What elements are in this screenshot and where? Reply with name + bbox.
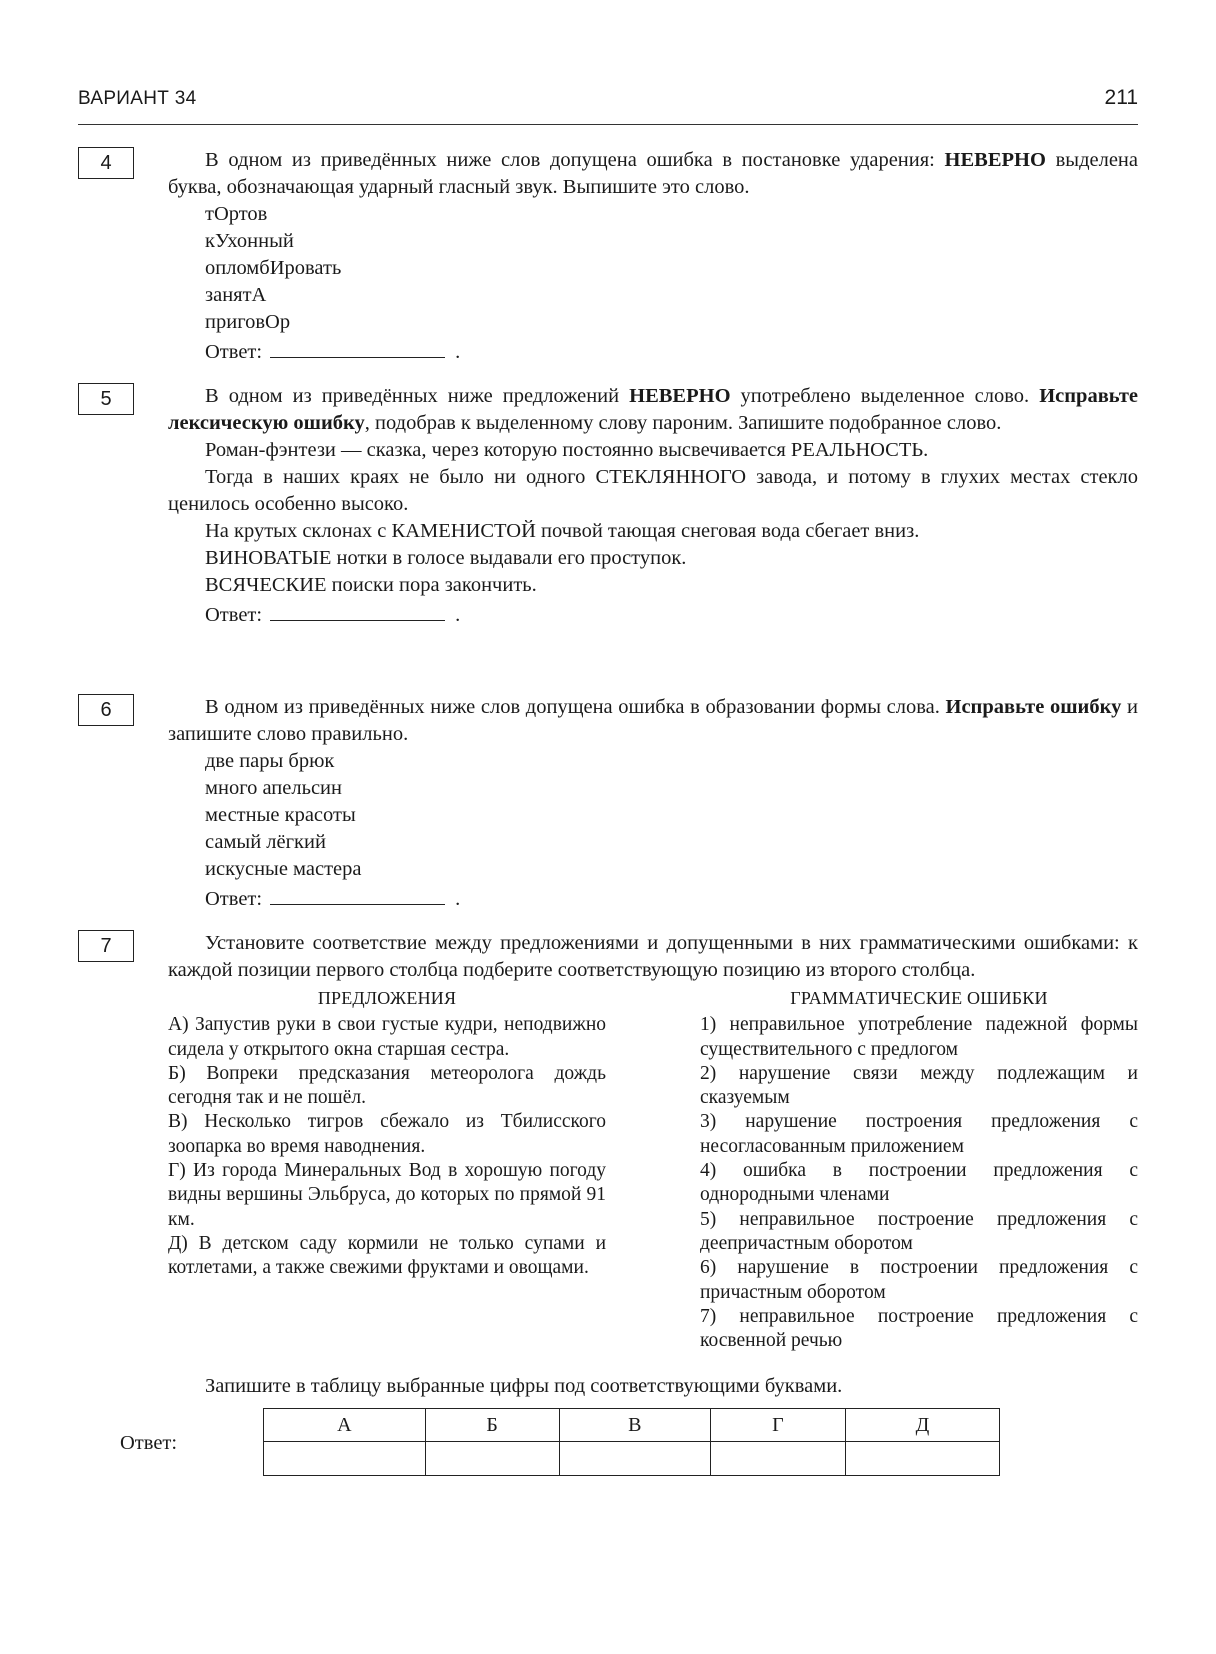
answer-line: Ответ: . (205, 888, 461, 910)
word-option: две пары брюк (205, 750, 335, 772)
word-option: приговОр (205, 311, 291, 333)
task-instruction: В одном из приведённых ниже предложений НЕВЕРНО употреблено выделенное слово. Исправьте лексическую ошибку, подобрав к выделенному слову пароним. Запишите подобранное слово. (168, 385, 1139, 434)
answer-blank[interactable] (270, 604, 445, 621)
answer-blank[interactable] (270, 888, 445, 905)
answer-cell[interactable] (559, 1442, 710, 1476)
task-number-box: 6 (78, 694, 134, 726)
word-option: занятА (205, 284, 267, 306)
table-header-letter: В (559, 1409, 710, 1442)
matching-columns (168, 986, 1138, 1353)
word-option: кУхонный (205, 230, 294, 252)
task-4 (78, 147, 1138, 366)
task-number-box: 7 (78, 930, 134, 962)
task-instruction: Установите соответствие между предложениями и допущенными в них грамматическими ошибками: к каждой позиции первого столбца подберите соответствующую позицию из второго столбца. (168, 932, 1138, 981)
page-number: 211 (1104, 86, 1138, 109)
sentence-item: Б) Вопреки предсказания метеоролога дождь сегодня так и не пошёл. (168, 1062, 606, 1109)
word-option: местные красоты (205, 804, 356, 826)
sentence-option: ВСЯЧЕСКИЕ поиски пора закончить. (205, 574, 537, 596)
answer-cell[interactable] (264, 1442, 426, 1476)
answer-blank[interactable] (270, 341, 445, 358)
word-option: опломбИровать (205, 257, 342, 279)
sentence-option: На крутых склонах с КАМЕНИСТОЙ почвой тающая снеговая вода сбегает вниз. (205, 520, 920, 542)
error-item: 6) нарушение в построении предложения с причастным оборотом (700, 1257, 1138, 1303)
error-item: 5) неправильное построение предложения с деепричастным оборотом (700, 1208, 1138, 1254)
sentence-option: Тогда в наших краях не было ни одного СТЕКЛЯННОГО завода, и потому в глухих местах стекло ценилось особенно высоко. (168, 466, 1138, 515)
answer-table (263, 1408, 1000, 1476)
table-instruction: Запишите в таблицу выбранные цифры под соответствующими буквами. (205, 1375, 843, 1398)
task-7 (78, 930, 1138, 1472)
error-item: 3) нарушение построения предложения с несогласованным приложением (700, 1111, 1138, 1157)
sentence-item: В) Несколько тигров сбежало из Тбилисского зоопарка во время наводнения. (168, 1111, 606, 1157)
variant-title: ВАРИАНТ 34 (78, 88, 197, 109)
column-header: ПРЕДЛОЖЕНИЯ (317, 988, 457, 1008)
answer-table-block (78, 1408, 1138, 1472)
sentences-column (168, 986, 606, 1353)
task-instruction: В одном из приведённых ниже слов допущена ошибка в образовании формы слова. Исправьте ошибку и запишите слово правильно. (168, 696, 1138, 745)
column-header: ГРАММАТИЧЕСКИЕ ОШИБКИ (790, 988, 1048, 1008)
answer-label: Ответ: (120, 1432, 178, 1455)
word-option: тОртов (205, 203, 268, 225)
answer-cell[interactable] (845, 1442, 999, 1476)
sentence-item: Д) В детском саду кормили не только супами и котлетами, а также свежими фруктами и овощами. (168, 1232, 606, 1279)
word-option: искусные мастера (205, 858, 362, 880)
task-6 (78, 694, 1138, 913)
error-item: 4) ошибка в построении предложения с однородными членами (700, 1160, 1138, 1206)
task-number-box: 4 (78, 147, 134, 179)
answer-cell[interactable] (710, 1442, 845, 1476)
sentence-item: Г) Из города Минеральных Вод в хорошую погоду видны вершины Эльбруса, до которых по прямой 91 км. (168, 1160, 606, 1230)
answer-line: Ответ: . (205, 341, 461, 363)
word-option: много апельсин (205, 777, 342, 799)
error-item: 7) неправильное построение предложения с косвенной речью (700, 1305, 1138, 1352)
table-header-letter: Б (425, 1409, 559, 1442)
table-header-letter: А (264, 1409, 426, 1442)
sentence-item: А) Запустив руки в свои густые кудри, неподвижно сидела у открытого окна старшая сестра. (168, 1014, 606, 1060)
error-item: 1) неправильное употребление падежной формы существительного с предлогом (700, 1014, 1138, 1060)
table-header-letter: Г (710, 1409, 845, 1442)
table-header-letter: Д (845, 1409, 999, 1442)
sentence-option: ВИНОВАТЫЕ нотки в голосе выдавали его проступок. (205, 547, 687, 569)
errors-column (700, 986, 1138, 1353)
answer-cell[interactable] (425, 1442, 559, 1476)
word-option: самый лёгкий (205, 831, 326, 853)
header-divider (78, 124, 1138, 125)
sentence-option: Роман-фэнтези — сказка, через которую постоянно высвечивается РЕАЛЬНОСТЬ. (205, 439, 929, 461)
answer-line: Ответ: . (205, 604, 461, 626)
task-5 (78, 383, 1138, 629)
task-number-box: 5 (78, 383, 134, 415)
task-instruction: В одном из приведённых ниже слов допущена ошибка в постановке ударения: НЕВЕРНО выделена буква, обозначающая ударный гласный звук. Выпишите это слово. (168, 149, 1138, 198)
error-item: 2) нарушение связи между подлежащим и сказуемым (700, 1062, 1138, 1109)
